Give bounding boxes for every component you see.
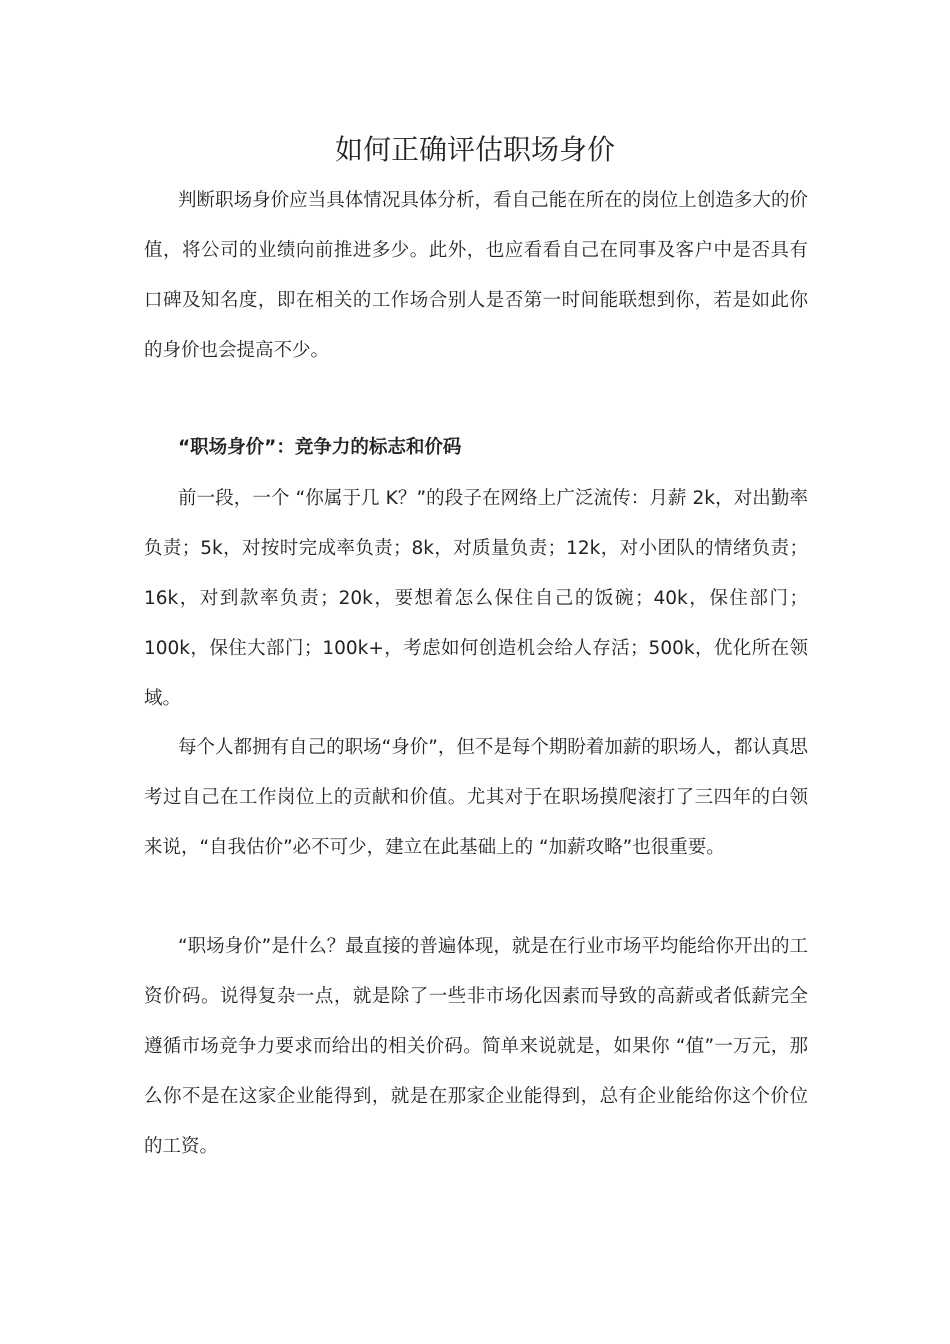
document-title: 如何正确评估职场身价 (334, 133, 615, 166)
intro-paragraph: 判断职场身价应当具体情况具体分析，看自己能在所在的岗位上创造多大的价值，将公司的业绩向前推进多少。此外，也应看看自己在同事及客户中是否具有口碑及知名度，即在相关的工作场合别人是否第一时间能联想到你，若是如此你的身价也会提高不少。 (144, 190, 808, 361)
paragraph-definition: “职场身价”是什么？最直接的普遍体现，就是在行业市场平均能给你开出的工资价码。说得复杂一点，就是除了一些非市场化因素而导致的高薪或者低薪完全遵循市场竞争力要求而给出的相关价码。简单来说就是，如果你 “值”一万元，那么你不是在这家企业能得到，就是在那家企业能得到，总有企业能给你这个价位的工资。 (144, 936, 808, 1157)
section-heading: “职场身价”：竞争力的标志和价码 (178, 437, 462, 458)
paragraph-salary-levels: 前一段，一个 “你属于几 K？”的段子在网络上广泛流传：月薪 2k，对出勤率负责；5k，对按时完成率负责；8k，对质量负责；12k，对小团队的情绪负责；16k，对到款率负责；20k，要想着怎么保住自己的饭碗；40k，保住部门；100k，保住大部门；100k+，考虑如何创造机会给人存活；500k，优化所在领域。 (144, 488, 808, 709)
paragraph-self-valuation: 每个人都拥有自己的职场“身价”，但不是每个期盼着加薪的职场人，都认真思考过自己在工作岗位上的贡献和价值。尤其对于在职场摸爬滚打了三四年的白领来说，“自我估价”必不可少，建立在此基础上的 “加薪攻略”也很重要。 (144, 737, 808, 858)
